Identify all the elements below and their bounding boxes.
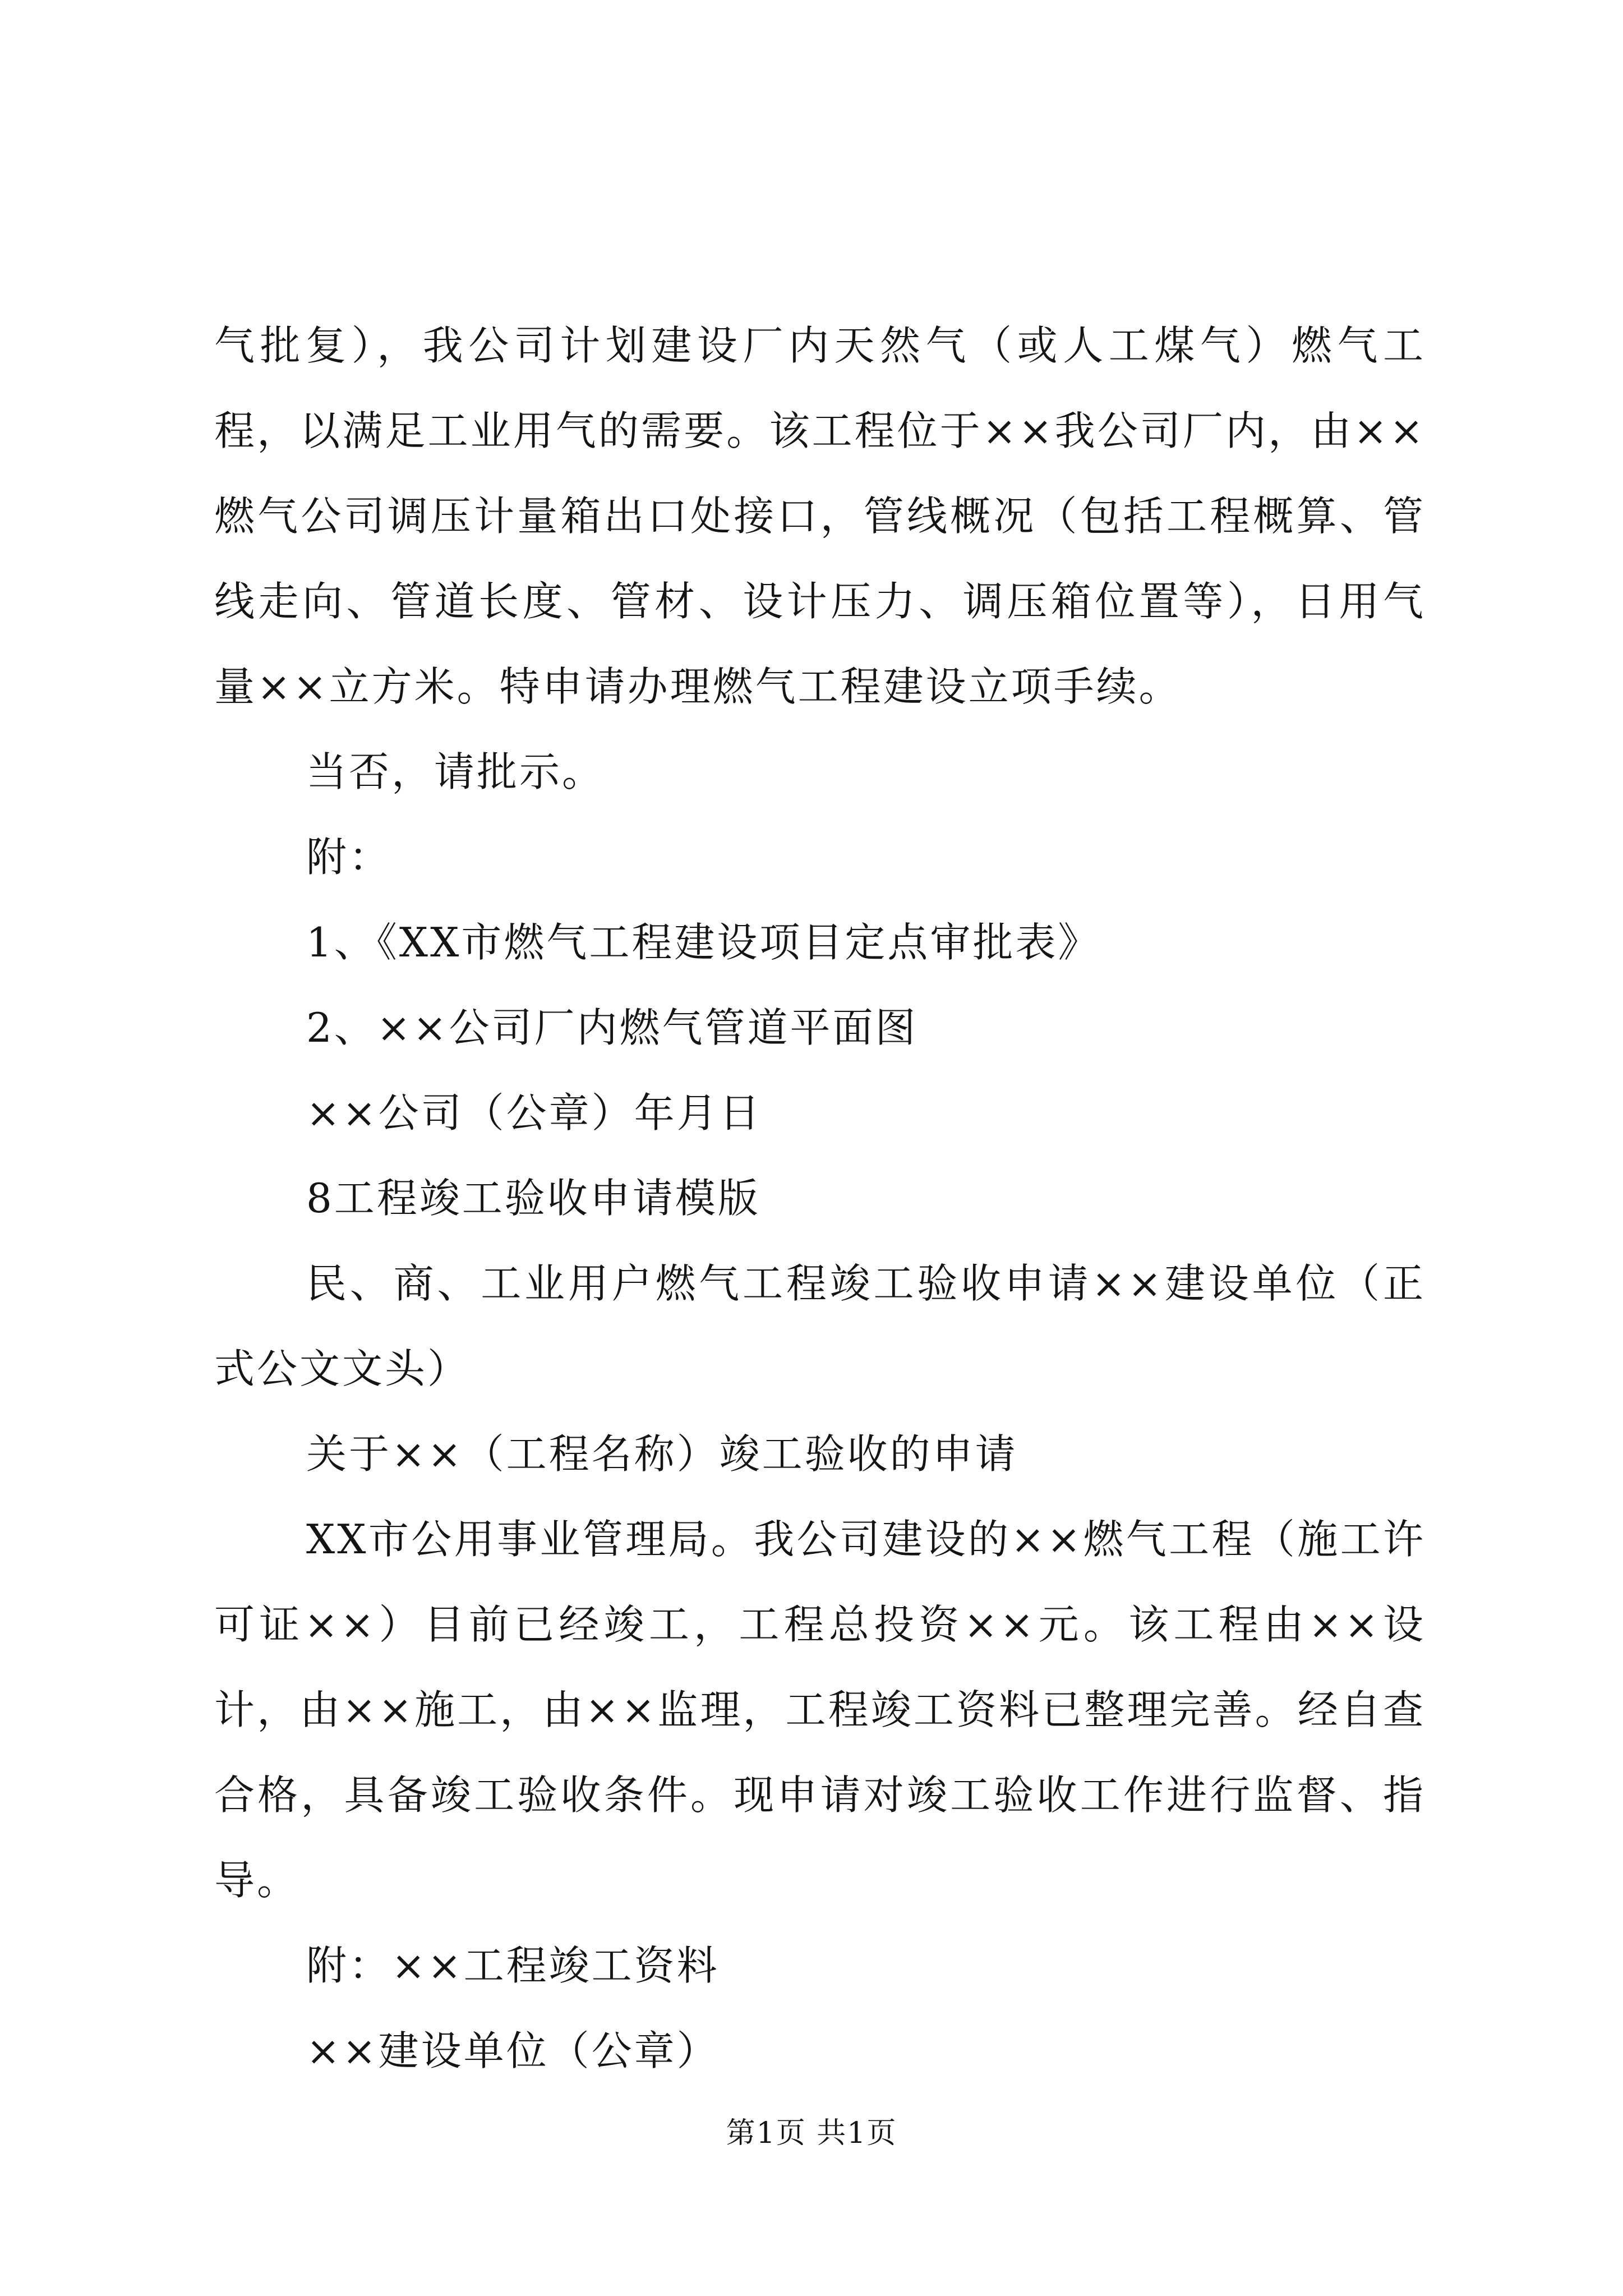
- paragraph-letterhead-note: 民、商、工业用户燃气工程竣工验收申请××建设单位（正式公文文头）: [214, 1260, 1426, 1392]
- application-title: 关于××（工程名称）竣工验收的申请: [306, 1430, 1018, 1478]
- paragraph-request-instruction: 当否，请批示。: [306, 748, 605, 795]
- paragraph-approval-continuation: 气批复），我公司计划建设厂内天然气（或人工煤气）燃气工程，以满足工业用气的需要。该工程位于××我公司厂内，由××燃气公司调压计量箱出口处接口，管线概况（包括工程概算、管线走向、管道长度、管材、设计压力、调压箱位置等），日用气量××立方米。特申请办理燃气工程建设立项手续。: [214, 322, 1426, 710]
- page-footer: 第1页 共1页: [726, 2116, 897, 2150]
- paragraph-attachment-materials: 附：××工程竣工资料: [306, 1942, 720, 1989]
- paragraph-attachment-2: 2、××公司厂内燃气管道平面图: [306, 1004, 918, 1051]
- paragraph-unit-seal: ××建设单位（公章）: [306, 2027, 720, 2074]
- paragraph-attachment-heading: 附：: [306, 834, 392, 881]
- paragraph-company-seal-date: ××公司（公章）年月日: [306, 1089, 762, 1137]
- paragraph-attachment-1: 1、《XX市燃气工程建设项目定点审批表》: [306, 919, 1101, 966]
- section-heading-acceptance-template: 8工程竣工验收申请模版: [306, 1175, 760, 1222]
- document-body: [214, 303, 1426, 2093]
- paragraph-application-body: XX市公用事业管理局。我公司建设的××燃气工程（施工许可证××）目前已经竣工，工程总投资××元。该工程由××设计，由××施工，由××监理，工程竣工资料已整理完善。经自查合格，具备竣工验收条件。现申请对竣工验收工作进行监督、指导。: [214, 1516, 1426, 1904]
